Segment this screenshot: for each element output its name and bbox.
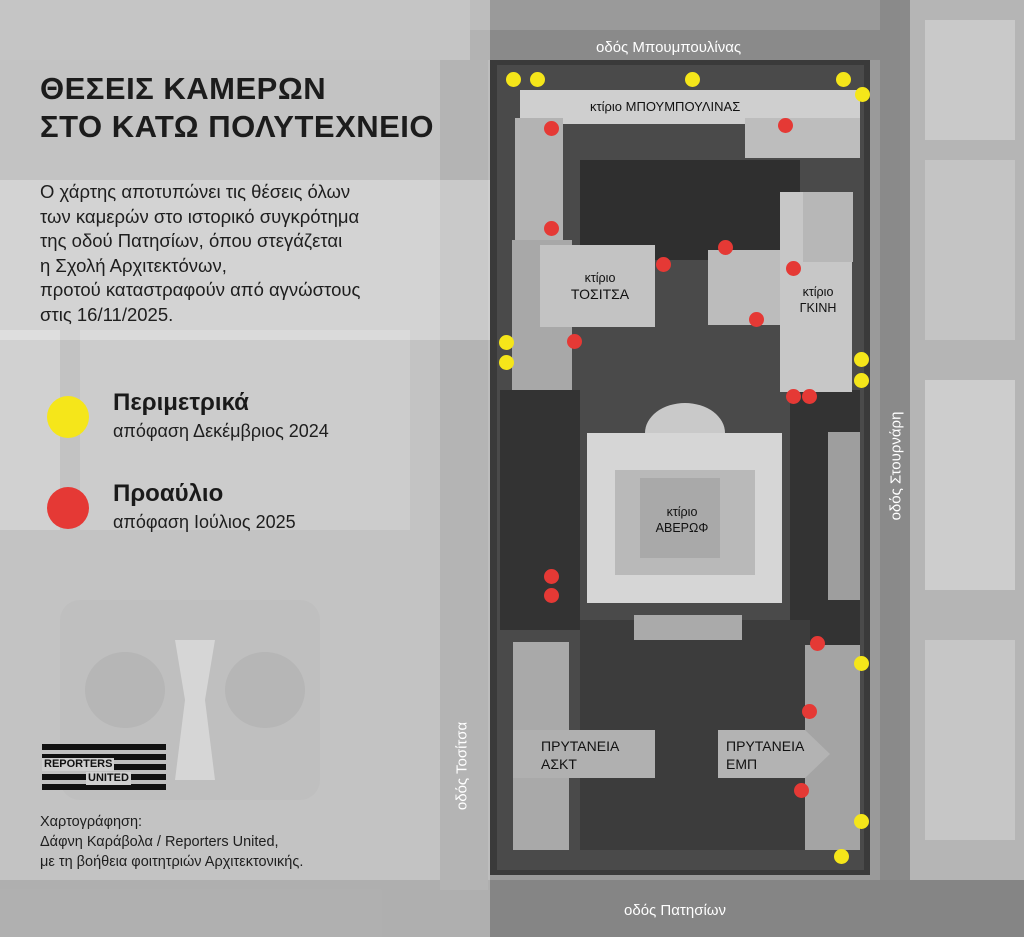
camera-courtyard — [656, 257, 671, 272]
building-label-line: κτίριο — [666, 505, 698, 519]
legend-perimeter-sub: απόφαση Δεκέμβριος 2024 — [113, 421, 329, 441]
description-line: των καμερών στο ιστορικό συγκρότημα — [40, 205, 360, 227]
logo-text-line-1: REPORTERS — [44, 758, 113, 770]
building-label-line: ΑΣΚΤ — [541, 756, 577, 772]
camera-courtyard — [794, 783, 809, 798]
building-label-line: ΕΜΠ — [726, 756, 758, 772]
legend-courtyard-dot — [47, 487, 89, 529]
credits-line: με τη βοήθεια φοιτητριών Αρχιτεκτονικής. — [40, 854, 304, 870]
camera-perimeter — [854, 352, 869, 367]
description-line: στις 16/11/2025. — [40, 303, 174, 325]
camera-courtyard — [802, 704, 817, 719]
description-line: η Σχολή Αρχιτεκτόνων, — [40, 254, 227, 276]
camera-perimeter — [499, 335, 514, 350]
credits-line: Δάφνη Καράβολα / Reporters United, — [40, 834, 279, 850]
camera-courtyard — [544, 121, 559, 136]
building-label-line: ΑΒΕΡΩΦ — [655, 521, 709, 535]
camera-perimeter — [499, 355, 514, 370]
reporters-united-logo — [42, 744, 166, 790]
logo-text-line-2: UNITED — [88, 772, 129, 784]
building-label-line: ΓΚΙΝΗ — [799, 301, 837, 315]
building-label-tositsa — [562, 270, 638, 302]
camera-perimeter — [834, 849, 849, 864]
map-credits — [40, 812, 303, 872]
street-label-right: οδός Στουρνάρη — [887, 411, 905, 521]
title-line-2: ΣΤΟ ΚΑΤΩ ΠΟΛΥΤΕΧΝΕΙΟ — [40, 109, 435, 144]
camera-courtyard — [749, 312, 764, 327]
map-title — [40, 70, 434, 146]
description-line: της οδού Πατησίων, όπου στεγάζεται — [40, 230, 343, 251]
street-label-bottom: οδός Πατησίων — [624, 902, 727, 919]
camera-courtyard — [802, 389, 817, 404]
camera-perimeter — [836, 72, 851, 87]
description-line: Ο χάρτης αποτυπώνει τις θέσεις όλων — [40, 181, 351, 202]
building-label-emp — [726, 737, 804, 773]
legend-perimeter-label: Περιμετρικά — [113, 389, 249, 416]
street-label-left: οδός Τοσίτσα — [453, 721, 471, 811]
camera-courtyard — [810, 636, 825, 651]
credits-line: Χαρτογράφηση: — [40, 814, 143, 830]
camera-perimeter — [506, 72, 521, 87]
camera-perimeter — [854, 656, 869, 671]
camera-perimeter — [855, 87, 870, 102]
title-line-1: ΘΕΣΕΙΣ ΚΑΜΕΡΩΝ — [40, 71, 327, 106]
building-label-line: ΠΡΥΤΑΝΕΙΑ — [726, 738, 805, 754]
camera-courtyard — [778, 118, 793, 133]
building-label-line: ΠΡΥΤΑΝΕΙΑ — [541, 738, 620, 754]
camera-perimeter — [854, 373, 869, 388]
building-label-gkini — [785, 284, 851, 316]
camera-perimeter — [685, 72, 700, 87]
building-label-bouboulinas: κτίριο ΜΠΟΥΜΠΟΥΛΙΝΑΣ — [590, 99, 741, 114]
building-label-line: ΤΟΣΙΤΣΑ — [570, 286, 630, 302]
camera-perimeter — [530, 72, 545, 87]
building-label-averof — [640, 504, 724, 536]
street-label-top: οδός Μπουμπουλίνας — [596, 39, 742, 56]
camera-courtyard — [544, 221, 559, 236]
building-label-line: κτίριο — [584, 271, 616, 285]
camera-courtyard — [567, 334, 582, 349]
map-description — [40, 180, 360, 327]
camera-courtyard — [786, 389, 801, 404]
legend-perimeter-dot — [47, 396, 89, 438]
legend-courtyard-sub: απόφαση Ιούλιος 2025 — [113, 512, 296, 532]
building-label-line: κτίριο — [802, 285, 834, 299]
camera-courtyard — [544, 569, 559, 584]
legend-courtyard-label: Προαύλιο — [113, 480, 224, 507]
camera-courtyard — [544, 588, 559, 603]
description-line: προτού καταστραφούν από αγνώστους — [40, 279, 361, 300]
camera-courtyard — [718, 240, 733, 255]
camera-perimeter — [854, 814, 869, 829]
camera-courtyard — [786, 261, 801, 276]
building-label-askt — [541, 737, 619, 773]
